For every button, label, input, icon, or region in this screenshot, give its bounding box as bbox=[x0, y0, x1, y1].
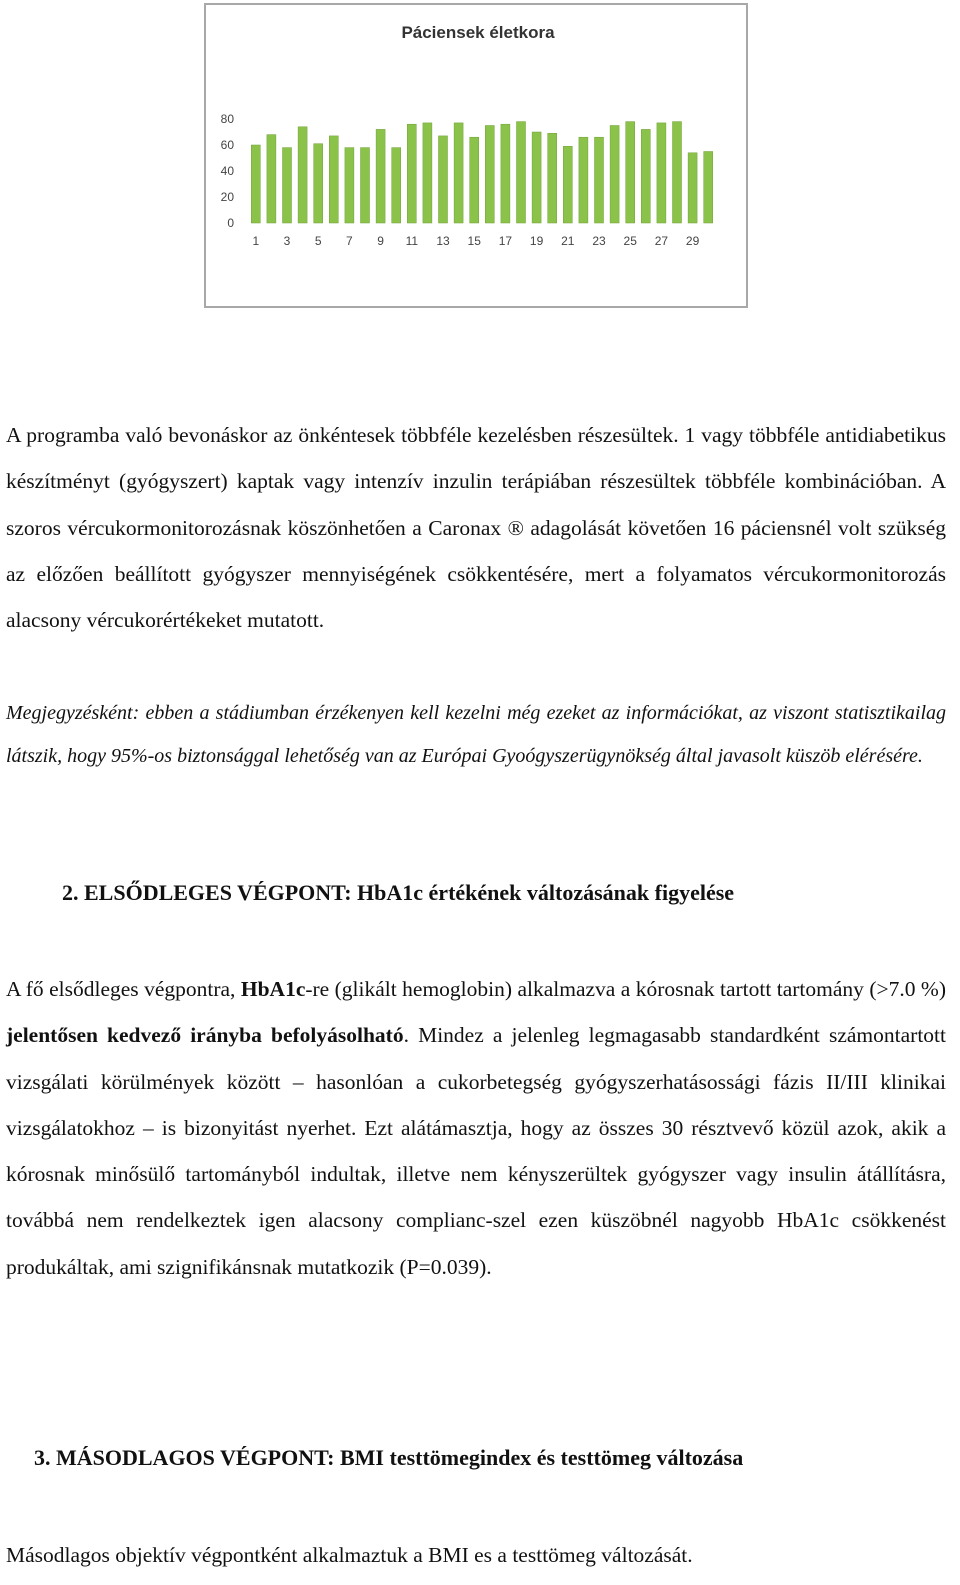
p2-text-3: . Mindez a jelenleg legmagasabb standardként számontartott vizsgálati körülmények között – hasonlóan a cukorbetegség gyógyszerhatásossági fázis II/III klinikai vizsgálatokhoz – is bizonyitást nyerhet. Ezt alátámasztja, hogy az összes 30 résztvevő közül azok, akik a kórosnak minősülő tartományból indultak, illetve nem kényszerültek gyógyszer vagy insulin átállításra, továbbá nem rendelkeztek igen alacsony complianc-szel ezen küszöbnél nagyobb HbA1c csökkenést produkáltak, ami szignifikánsnak mutatkozik (P=0.039). bbox=[6, 1023, 946, 1279]
paragraph-secondary: Másodlagos objektív végpontként alkalmaztuk a BMI es a testtömeg változását. bbox=[6, 1543, 693, 1567]
x-tick-label: 19 bbox=[529, 234, 544, 248]
age-bar bbox=[454, 123, 463, 223]
age-bar bbox=[579, 137, 588, 223]
age-chart bbox=[204, 3, 748, 308]
age-bar bbox=[673, 122, 682, 223]
heading-primary-endpoint: 2. ELSŐDLEGES VÉGPONT: HbA1c értékének változásának figyelése bbox=[62, 880, 735, 905]
age-bar bbox=[251, 145, 260, 223]
x-tick-label: 21 bbox=[561, 234, 575, 248]
age-bar bbox=[517, 122, 526, 223]
age-bar bbox=[641, 129, 650, 223]
age-bar bbox=[704, 152, 713, 224]
age-bar bbox=[423, 123, 432, 223]
y-tick-label: 60 bbox=[220, 138, 234, 152]
age-bar bbox=[283, 148, 292, 223]
y-tick-label: 80 bbox=[220, 112, 234, 126]
x-tick-label: 11 bbox=[405, 234, 419, 248]
paragraph-intro: A programba való bevonáskor az önkéntesek többféle kezelésben részesültek. 1 vagy többféle antidiabetikus készítményt (gyógyszert) kaptak vagy intenzív inzulin terápiában részesültek többféle kombinációban. A szoros vércukormonitorozásnak köszönhetően a Caronax ® adagolását követően 16 páciensnél volt szükség az előzően beállított gyógyszer mennyiségének csökkentésére, mert a folyamatos vércukormonitorozás alacsony vércukorértékeket mutatott. bbox=[6, 423, 946, 633]
p2-text-2: -re (glikált hemoglobin) alkalmazva a kórosnak tartott tartomány (>7.0 %) bbox=[305, 977, 946, 1001]
x-tick-label: 15 bbox=[467, 234, 481, 248]
x-tick-label: 3 bbox=[283, 234, 291, 248]
x-tick-label: 29 bbox=[685, 234, 700, 248]
age-bar bbox=[626, 122, 635, 223]
age-bar bbox=[501, 124, 510, 223]
p2-bold-result: jelentősen kedvező irányba befolyásolható bbox=[6, 1023, 404, 1048]
paragraph-hba1c bbox=[6, 966, 946, 1290]
age-bar bbox=[439, 136, 448, 223]
age-bar bbox=[407, 124, 416, 223]
age-bar bbox=[485, 126, 494, 224]
heading-secondary-endpoint: 3. MÁSODLAGOS VÉGPONT: BMI testtömegindex és testtömeg változása bbox=[34, 1445, 744, 1470]
age-bar bbox=[392, 148, 401, 223]
x-tick-label: 5 bbox=[314, 234, 322, 248]
age-bar bbox=[298, 127, 307, 223]
y-tick-label: 40 bbox=[220, 164, 234, 178]
age-bar bbox=[329, 136, 338, 223]
age-bar bbox=[376, 129, 385, 223]
age-bar bbox=[610, 126, 619, 224]
age-bar bbox=[361, 148, 370, 223]
y-tick-label: 0 bbox=[227, 216, 234, 230]
age-bar bbox=[314, 144, 323, 223]
age-bar bbox=[688, 153, 697, 223]
x-tick-label: 25 bbox=[623, 234, 637, 248]
age-bar bbox=[563, 146, 572, 223]
y-tick-label: 20 bbox=[220, 190, 234, 204]
age-bar bbox=[548, 133, 557, 223]
age-bar bbox=[470, 137, 479, 223]
age-bar bbox=[532, 132, 541, 223]
x-tick-label: 9 bbox=[377, 234, 384, 248]
x-tick-label: 17 bbox=[498, 234, 513, 248]
x-tick-label: 27 bbox=[654, 234, 669, 248]
age-chart-svg bbox=[206, 5, 746, 306]
x-tick-label: 1 bbox=[252, 234, 260, 248]
x-tick-label: 13 bbox=[436, 234, 450, 248]
x-tick-label: 7 bbox=[346, 234, 353, 248]
p2-bold-hba1c: HbA1c bbox=[240, 977, 306, 1001]
x-tick-label: 23 bbox=[592, 234, 606, 248]
note-paragraph: Megjegyzésként: ebben a stádiumban érzékenyen kell kezelni még ezeket az információkat, az viszont statisztikailag látszik, hogy 95%-os biztonsággal lehetőség van az Európai Gyoógyszerügynökség által javasolt küszöb elérésére. bbox=[6, 702, 946, 767]
age-bar bbox=[267, 135, 276, 223]
p2-text-1: A fő elsődleges végpontra, bbox=[6, 977, 241, 1001]
age-bar bbox=[657, 123, 666, 223]
age-bar bbox=[595, 137, 604, 223]
age-bar bbox=[345, 148, 354, 223]
chart-title: Páciensek életkora bbox=[401, 23, 555, 42]
